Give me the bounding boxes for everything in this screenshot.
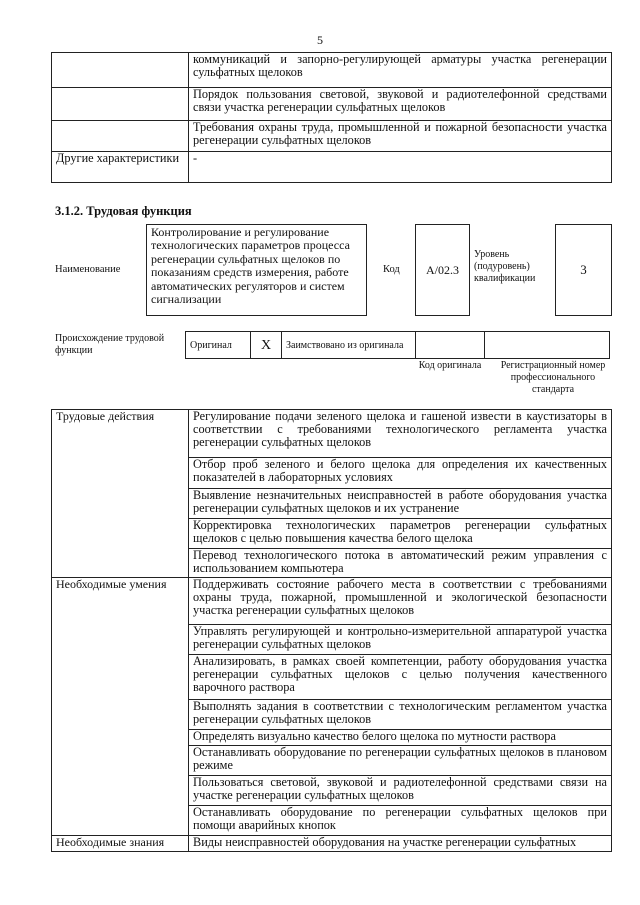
origin-label: Происхождение трудовой функции <box>55 333 165 356</box>
other-characteristics-value: - <box>189 152 612 183</box>
knowledge-continuation-table <box>51 52 612 183</box>
function-name-box <box>146 224 367 316</box>
original-label: Оригинал <box>186 332 251 359</box>
knowledge-item: коммуникаций и запорно-регулирующей арматуры участка регенерации сульфатных щелоков <box>189 53 612 88</box>
empty-label-cell <box>52 53 189 88</box>
origin-reg-cell <box>485 332 610 359</box>
labor-actions-label: Трудовые действия <box>52 410 189 578</box>
name-label: Наименование <box>55 264 121 275</box>
skills-label: Необходимые умения <box>52 578 189 836</box>
knowledge-label: Необходимые знания <box>52 836 189 852</box>
skill-item: Останавливать оборудование по регенерации сульфатных щелоков в плановом режиме <box>189 746 612 776</box>
other-characteristics-label: Другие характеристики <box>52 152 189 183</box>
knowledge-item: Порядок пользования световой, звуковой и радиотелефонной средствами связи участка регенерации сульфатных щелоков <box>189 88 612 121</box>
code-value: A/02.3 <box>426 262 459 277</box>
labor-action-item: Отбор проб зеленого и белого щелока для определения их качественных показателей в лабораторных условиях <box>189 458 612 489</box>
page-number: 5 <box>317 33 323 47</box>
labor-action-item: Перевод технологического потока в автоматический режим управления с использованием компьютера <box>189 549 612 578</box>
skill-item: Пользоваться световой, звуковой и радиотелефонной средствами связи на участке регенерации сульфатных щелоков <box>189 776 612 806</box>
origin-code-caption: Код оригинала <box>418 360 482 371</box>
code-box <box>415 224 470 316</box>
empty-label-cell <box>52 88 189 121</box>
empty-label-cell <box>52 121 189 152</box>
skill-item: Управлять регулирующей и контрольно-измерительной аппаратурой участка регенерации сульфатных щелоков <box>189 625 612 655</box>
labor-action-item: Регулирование подачи зеленого щелока и гашеной извести в каустизаторы в соответствии с требованиями технологического регламента участка регенерации сульфатных щелоков <box>189 410 612 458</box>
skill-item: Анализировать, в рамках своей компетенции, работу оборудования участка регенерации сульфатных щелоков с целью получения качественного варочного раствора <box>189 655 612 700</box>
qualification-level-box <box>555 224 612 316</box>
origin-table <box>185 331 610 359</box>
skill-item: Останавливать оборудование по регенерации сульфатных щелоков при помощи аварийных кнопок <box>189 806 612 836</box>
origin-code-cell <box>416 332 485 359</box>
section-heading: 3.1.2. Трудовая функция <box>55 204 192 218</box>
borrowed-label: Заимствовано из оригинала <box>282 332 416 359</box>
labor-action-item: Выявление незначительных неисправностей в работе оборудования участка регенерации сульфатных щелоков и их устранение <box>189 489 612 519</box>
skill-item: Поддерживать состояние рабочего места в соответствии с требованиями охраны труда, пожарной, промышленной и экологической безопасности участка регенерации сульфатных щелоков <box>189 578 612 625</box>
skill-item: Определять визуально качество белого щелока по мутности раствора <box>189 730 612 746</box>
original-mark: X <box>251 332 282 359</box>
labor-action-item: Корректировка технологических параметров регенерации сульфатных щелоков с целью повышения качества белого щелока <box>189 519 612 549</box>
qualification-level-value: 3 <box>580 262 587 277</box>
registration-number-caption: Регистрационный номер профессионального стандарта <box>500 360 606 395</box>
function-name-value: Контролирование и регулирование технологических параметров процесса регенерации сульфатных щелоков по показаниям средств измерения, работе автоматических регуляторов и систем сигнализации <box>151 225 350 307</box>
qualification-level-label: Уровень (подуровень) квалификации <box>474 249 536 284</box>
skill-item: Выполнять задания в соответствии с технологическим регламентом участка регенерации сульфатных щелоков <box>189 700 612 730</box>
knowledge-item: Требования охраны труда, промышленной и пожарной безопасности участка регенерации сульфатных щелоков <box>189 121 612 152</box>
knowledge-item: Виды неисправностей оборудования на участке регенерации сульфатных <box>189 836 612 852</box>
code-label: Код <box>383 264 400 275</box>
labor-function-table <box>51 409 612 852</box>
